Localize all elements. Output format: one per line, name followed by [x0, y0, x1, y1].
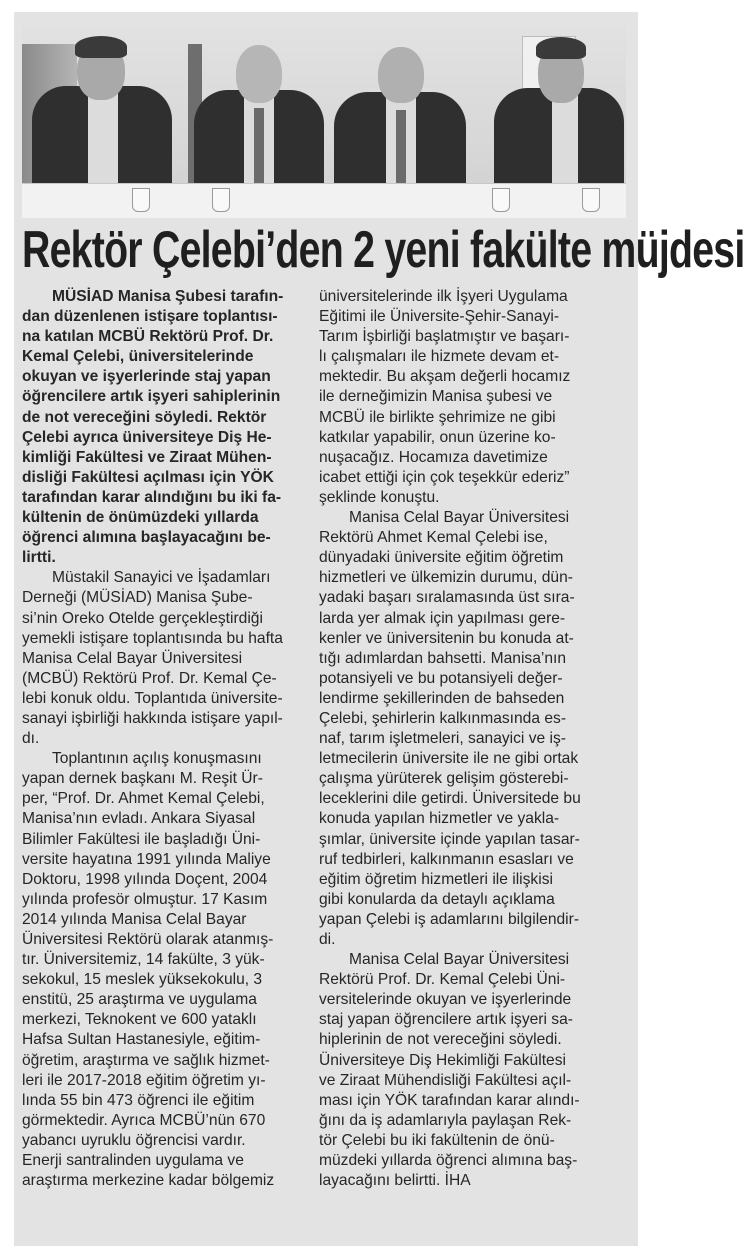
text-line: Müstakil Sanayici ve İşadamları — [52, 569, 271, 587]
text-line: ve Ziraat Mühendisliği Fakültesi açıl- — [319, 1071, 572, 1089]
person-1 — [32, 28, 172, 198]
glass-icon — [492, 188, 510, 212]
text-line: Derneği (MÜSİAD) Manisa Şube- — [22, 589, 253, 607]
text-line: nuşacağız. Hocamıza davetimize — [319, 448, 548, 466]
text-line: leceklerini dile getirdi. Üniversitede bu — [319, 790, 581, 808]
text-line: MÜSİAD Manisa Şubesi tarafın- — [52, 288, 284, 305]
text-line: lendirme şekillerinden de bahseden — [319, 689, 565, 707]
text-line: gibi konularda da detaylı açıklama — [319, 890, 555, 908]
headline-box — [22, 218, 745, 282]
text-line: si’nin Oreko Otelde gerçekleştirdiği — [22, 609, 263, 627]
text-line: (MCBÜ) Rektörü Prof. Dr. Kemal Çe- — [22, 669, 277, 687]
text-line: yemekli istişare toplantısında bu hafta — [22, 629, 283, 647]
text-line: per, “Prof. Dr. Ahmet Kemal Çelebi, — [22, 790, 265, 808]
text-line: kenler ve üniversitenin bu konuda at- — [319, 629, 574, 647]
text-line: öğrenci alımına başlayacağını be- — [22, 529, 271, 547]
text-line: araştırma merkezine kadar bölgemiz — [22, 1172, 275, 1190]
text-line: ruf tedbirleri, kalkınmanın esasları ve — [319, 850, 574, 868]
text-line: üniversitelerinde ilk İşyeri Uygulama — [319, 288, 568, 305]
text-line: lı çalışmaları ile hizmete devam et- — [319, 348, 560, 366]
text-line: layacağını belirtti. İHA — [319, 1172, 471, 1190]
text-line: şeklinde konuştu. — [319, 488, 440, 506]
text-line: naf, tarım işletmeleri, sanayici ve iş- — [319, 730, 566, 748]
text-line: lebi konuk oldu. Toplantıda üniversite- — [22, 689, 283, 707]
text-line: 2014 yılında Manisa Celal Bayar — [22, 910, 247, 928]
body-paragraph — [319, 950, 629, 1191]
text-line: hiplerinin de not vereceğini söyledi. — [319, 1031, 562, 1049]
text-line: tığı adımlardan bahsetti. Manisa’nın — [319, 649, 567, 667]
text-line: şımlar, üniversite içinde yapılan tasar- — [319, 830, 580, 848]
text-line: na katılan MCBÜ Rektörü Prof. Dr. — [22, 328, 274, 346]
text-line: görmektedir. Ayrıca MCBÜ’nün 670 — [22, 1111, 266, 1129]
text-line: Manisa Celal Bayar Üniversitesi — [349, 951, 570, 969]
article-photo — [22, 22, 626, 218]
text-line: versitelerinde okuyan ve işyerlerinde — [319, 991, 572, 1009]
text-line: potansiyeli ve bu potansiyeli değer- — [319, 669, 563, 687]
glass-icon — [132, 188, 150, 212]
text-line: icabet ettiği için çok teşekkür ederiz” — [319, 468, 570, 486]
news-clipping — [14, 12, 745, 1246]
text-line: yabancı uyruklu öğrencisi vardır. — [22, 1131, 246, 1149]
text-line: merkezi, Teknokent ve 600 yataklı — [22, 1011, 257, 1029]
text-line: ile derneğimizin Manisa şubesi ve — [319, 388, 553, 406]
body-paragraph-continued — [319, 287, 629, 508]
text-line: dünyadaki üniversite eğitim öğretim — [319, 549, 564, 567]
text-line: kültenin de önümüzdeki yıllarda — [22, 509, 259, 527]
text-line: konuda yapılan hizmetler ve yakla- — [319, 810, 560, 828]
text-line: kimliği Fakültesi ve Ziraat Mühen- — [22, 448, 272, 466]
text-line: lirtti. — [22, 549, 56, 567]
text-line: yapan Çelebi iş adamlarını bilgilendir- — [319, 910, 580, 928]
text-line: Rektörü Prof. Dr. Kemal Çelebi Üni- — [319, 971, 566, 989]
text-line: tarafından karar alındığını bu iki fa- — [22, 488, 282, 506]
text-line: versite hayatına 1991 yılında Maliye — [22, 850, 271, 868]
text-line: leri ile 2017-2018 eğitim öğretim yı- — [22, 1071, 266, 1089]
text-line: Doktoru, 1998 yılında Doçent, 2004 — [22, 870, 268, 888]
text-line: MCBÜ ile birlikte şehrimize ne gibi — [319, 408, 556, 426]
person-4 — [494, 33, 624, 198]
text-line: Enerji santralinden uygulama ve — [22, 1152, 244, 1170]
right-column — [319, 287, 629, 1191]
body-paragraph — [22, 749, 318, 1191]
body-paragraph — [319, 508, 629, 950]
text-line: Rektörü Ahmet Kemal Çelebi ise, — [319, 529, 548, 547]
text-line: de not vereceğini söyledi. Rektör — [22, 408, 267, 426]
text-line: Tarım İşbirliği başlatmıştır ve başarı- — [319, 328, 570, 346]
body-paragraph — [22, 568, 318, 749]
text-line: Eğitimi ile Üniversite-Şehir-Sanayi- — [319, 308, 560, 326]
text-line: katkılar yapabilir, onun üzerine ko- — [319, 428, 556, 446]
text-line: Bilimler Fakültesi ile başladığı Üni- — [22, 830, 261, 848]
text-line: dı. — [22, 730, 40, 748]
text-line: staj yapan öğrencilere artık işyeri sa- — [319, 1011, 573, 1029]
text-line: öğrencilere artık işyeri sahiplerinin — [22, 388, 281, 406]
glass-icon — [212, 188, 230, 212]
text-line: Çelebi ayrıca üniversiteye Diş He- — [22, 428, 272, 446]
text-line: Kemal Çelebi, üniversitelerinde — [22, 348, 254, 366]
text-line: okuyan ve işyerlerinde staj yapan — [22, 368, 271, 386]
text-line: enstitü, 25 araştırma ve uygulama — [22, 991, 257, 1009]
text-line: ğını da iş adamlarıyla paylaşan Rek- — [319, 1111, 572, 1129]
text-line: mektedir. Bu akşam değerli hocamız — [319, 368, 571, 386]
person-3 — [334, 33, 466, 198]
text-line: hizmetleri ve ülkemizin durumu, dün- — [319, 569, 573, 587]
text-line: tır. Üniversitemiz, 14 fakülte, 3 yük- — [22, 951, 265, 969]
text-line: Çelebi, şehirlerin kalkınmasında es- — [319, 709, 567, 727]
text-line: Manisa’nın evladı. Ankara Siyasal — [22, 810, 256, 828]
person-2 — [194, 33, 324, 198]
text-line: eğitim öğretim hizmetleri ile ilişkisi — [319, 870, 553, 888]
text-line: müzdeki yıllarda öğrenci alımına baş- — [319, 1152, 578, 1170]
text-line: Manisa Celal Bayar Üniversitesi — [349, 509, 570, 527]
text-line: yılında profesör olmuştur. 17 Kasım — [22, 890, 268, 908]
lead-paragraph — [22, 287, 318, 568]
text-line: lında 55 bin 473 öğrenci ile eğitim — [22, 1091, 255, 1109]
text-line: yadaki başarı sıralamasında üst sıra- — [319, 589, 575, 607]
text-line: disliği Fakültesi açılması için YÖK — [22, 468, 274, 486]
text-line: Toplantının açılış konuşmasını — [52, 750, 262, 768]
left-column — [22, 287, 318, 1191]
text-line: çalışma yürüterek gelişim gösterebi- — [319, 770, 569, 788]
article-headline: Rektör Çelebi’den 2 yeni fakülte müjdesi — [22, 221, 745, 279]
text-line: larda yer almak için yapılması gere- — [319, 609, 566, 627]
glass-icon — [582, 188, 600, 212]
text-line: Üniversiteye Diş Hekimliği Fakültesi — [319, 1051, 566, 1069]
text-line: ması için YÖK tarafından karar alındı- — [319, 1091, 580, 1109]
text-line: Manisa Celal Bayar Üniversitesi — [22, 649, 243, 667]
text-line: yapan dernek başkanı M. Reşit Ür- — [22, 770, 263, 788]
text-line: Hafsa Sultan Hastanesiyle, eğitim- — [22, 1031, 261, 1049]
text-line: sanayi işbirliği hakkında istişare yapıl- — [22, 709, 283, 727]
text-line: sekokul, 15 meslek yüksekokulu, 3 — [22, 971, 263, 989]
text-line: tör Çelebi bu iki fakültenin de önü- — [319, 1131, 555, 1149]
photo-table — [22, 183, 626, 218]
text-line: dan düzenlenen istişare toplantısı- — [22, 308, 278, 326]
text-line: öğretim, araştırma ve sağlık hizmet- — [22, 1051, 270, 1069]
text-line: letmecilerin üniversite ile ne gibi ortak — [319, 750, 579, 768]
text-line: di. — [319, 931, 336, 948]
text-line: Üniversitesi Rektörü olarak atanmış- — [22, 931, 274, 948]
